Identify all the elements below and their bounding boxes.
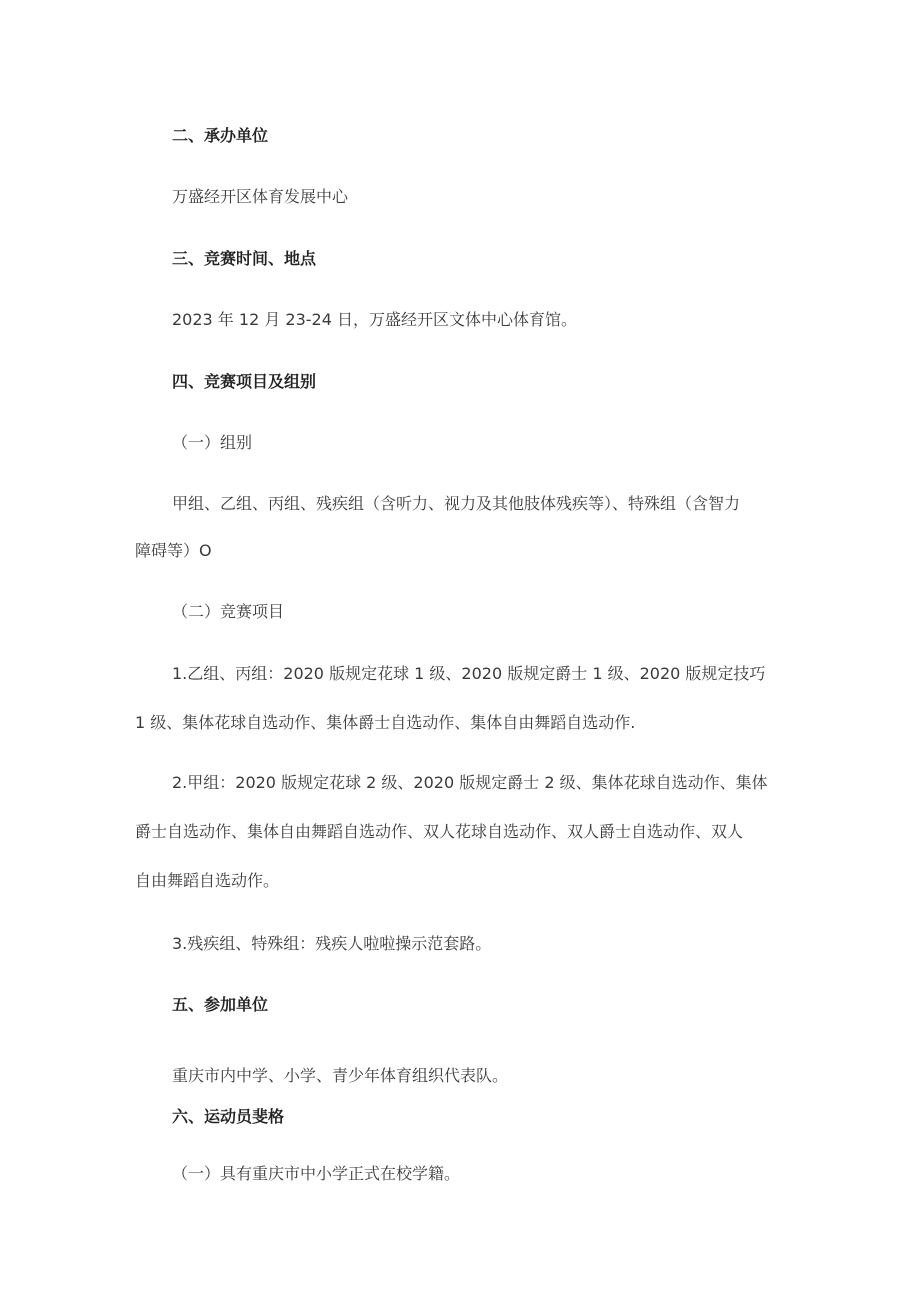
groups-text-line-1: 甲组、乙组、丙组、残疾组（含听力、视力及其他肢体残疾等）、特殊组（含智力 <box>172 494 741 513</box>
section-heading-participants: 五、参加单位 <box>172 995 269 1014</box>
eligibility-item-1: （一）具有重庆市中小学正式在校学籍。 <box>172 1164 461 1183</box>
events-item-2-line-1: 2.甲组：2020 版规定花球 2 级、2020 版规定爵士 2 级、集体花球自选动作、集体 <box>172 773 768 792</box>
section-heading-organizer: 二、承办单位 <box>172 126 269 145</box>
section-heading-time-location: 三、竞赛时间、地点 <box>172 249 317 268</box>
time-location-text: 2023 年 12 月 23-24 日，万盛经开区文体中心体育馆。 <box>172 310 578 329</box>
organizer-text: 万盛经开区体育发展中心 <box>172 187 349 206</box>
section-heading-athlete-eligibility: 六、运动员斐格 <box>172 1107 285 1126</box>
events-item-2-line-3: 自由舞蹈自选动作。 <box>135 871 280 890</box>
subsection-heading-events: （二）竞赛项目 <box>172 602 285 621</box>
subsection-heading-groups: （一）组别 <box>172 433 253 452</box>
events-item-3: 3.残疾组、特殊组：残疾人啦啦操示范套路。 <box>172 934 492 953</box>
events-item-1-line-2: 1 级、集体花球自选动作、集体爵士自选动作、集体自由舞蹈自选动作. <box>135 713 636 732</box>
events-item-2-line-2: 爵士自选动作、集体自由舞蹈自选动作、双人花球自选动作、双人爵士自选动作、双人 <box>135 822 744 841</box>
events-item-1-line-1: 1.乙组、丙组：2020 版规定花球 1 级、2020 版规定爵士 1 级、2020 版规定技巧 <box>172 664 766 683</box>
section-heading-events-groups: 四、竞赛项目及组别 <box>172 372 317 391</box>
participants-text: 重庆市内中学、小学、青少年体育组织代表队。 <box>172 1066 509 1085</box>
groups-text-line-2: 障碍等）O <box>135 541 212 560</box>
